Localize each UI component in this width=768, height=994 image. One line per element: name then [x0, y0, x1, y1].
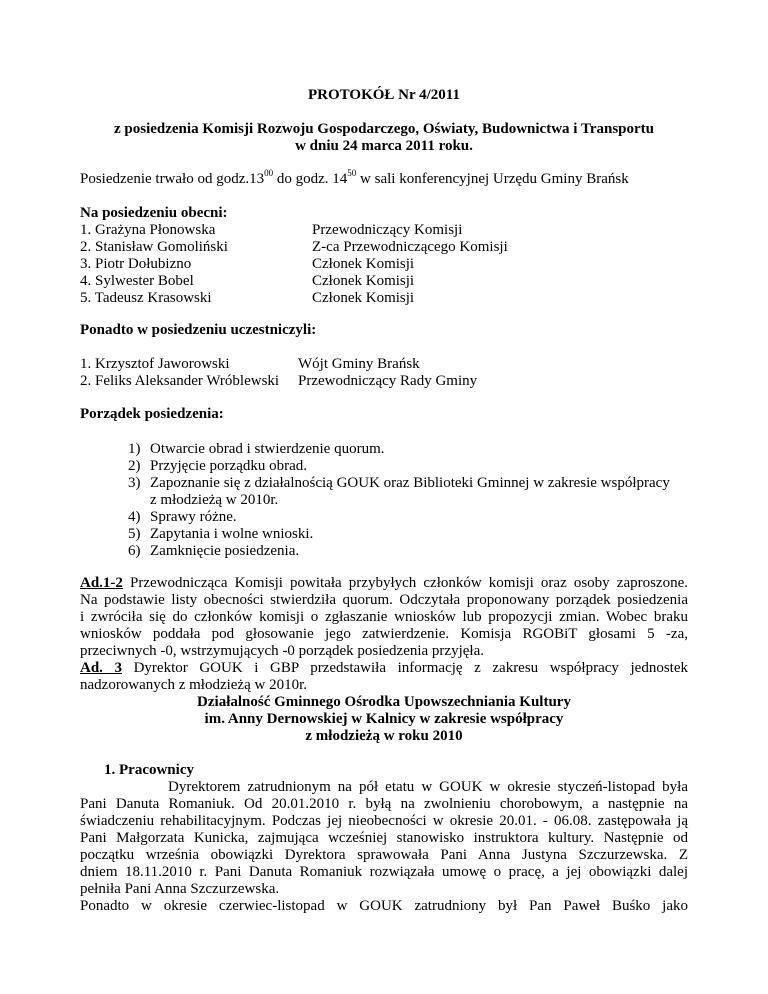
- member-row: [80, 239, 508, 256]
- member-role: Członek Komisji: [312, 273, 415, 289]
- agenda-text: Sprawy różne.: [150, 509, 237, 525]
- document-subtitle: z posiedzenia Komisji Rozwoju Gospodarczego, Oświaty, Budownictwa i Transportu: [113, 121, 655, 137]
- agenda-text: Zapoznanie się z działalnością GOUK oraz Biblioteki Gminnej w zakresie współpracy: [150, 475, 670, 491]
- member-name: 3. Piotr Dołubizno: [80, 256, 192, 272]
- member-name: 1. Grażyna Płonowska: [80, 222, 216, 238]
- staff-paragraph-line: Dyrektorem zatrudnionym na pół etatu w GOUK w okresie styczeń-listopad była: [168, 779, 688, 795]
- agenda-number: 5): [128, 526, 141, 542]
- agenda-number: 6): [128, 543, 141, 559]
- member-row: [80, 290, 415, 307]
- agenda-number: 2): [128, 458, 141, 474]
- section-heading: z młodzieżą w roku 2010: [305, 728, 463, 744]
- agenda-number: 1): [128, 441, 141, 457]
- agenda-text: z młodzieżą w 2010r.: [150, 492, 279, 508]
- member-role: Członek Komisji: [312, 290, 415, 306]
- member-role: Przewodniczący Komisji: [312, 222, 463, 238]
- document-date: w dniu 24 marca 2011 roku.: [295, 138, 473, 154]
- agenda-heading: Porządek posiedzenia:: [80, 406, 224, 422]
- agenda-item: [128, 492, 278, 509]
- guest-name: 2. Feliks Aleksander Wróblewski: [80, 373, 280, 389]
- guest-name: 1. Krzysztof Jaworowski: [80, 356, 230, 372]
- staff-paragraph-line: Pani Danuta Romaniuk. Od 20.01.2010 r. byłą na zwolnieniu chorobowym, a następnie na: [80, 796, 688, 812]
- ad12-paragraph-line: Na podstawie listy obecności stwierdziła quorum. Odczytała proponowany porządek posiedzenia: [80, 592, 688, 608]
- agenda-text: Otwarcie obrad i stwierdzenie quorum.: [150, 441, 385, 457]
- ad3-paragraph-line: [80, 660, 688, 677]
- start-minutes: 00: [264, 168, 274, 178]
- agenda-item: [128, 526, 313, 543]
- ad3-text: Dyrektor GOUK i GBP przedstawiła informację z zakresu współpracy jednostek: [122, 660, 688, 676]
- member-row: [80, 222, 463, 239]
- guest-role: Wójt Gminy Brańsk: [298, 356, 420, 372]
- document-title: PROTOKÓŁ Nr 4/2011: [308, 87, 460, 103]
- agenda-item: [128, 458, 307, 475]
- member-row: [80, 256, 415, 273]
- ad12-paragraph-line: wniosków poddała pod głosowanie jego zatwierdzenie. Komisja RGOBiT głosami 5 -za,: [80, 626, 688, 642]
- member-name: 5. Tadeusz Krasowski: [80, 290, 212, 306]
- section-heading: Działalność Gminnego Ośrodka Upowszechniania Kultury: [197, 694, 571, 710]
- present-heading: Na posiedzeniu obecni:: [80, 205, 228, 221]
- agenda-text: Zapytania i wolne wnioski.: [150, 526, 314, 542]
- section-heading: im. Anny Dernowskiej w Kalnicy w zakresie współpracy: [204, 711, 564, 727]
- end-minutes: 50: [347, 168, 357, 178]
- duration-suffix: w sali konferencyjnej Urzędu Gminy Brańsk: [356, 171, 629, 187]
- agenda-item: [128, 475, 670, 492]
- member-name: 2. Stanisław Gomoliński: [80, 239, 228, 255]
- ad12-label: Ad.1-2: [80, 575, 123, 591]
- agenda-text: Zamknięcie posiedzenia.: [150, 543, 300, 559]
- member-role: Członek Komisji: [312, 256, 415, 272]
- staff-paragraph-line: Pani Małgorzata Kunicka, zajmująca wcześniej stanowisko instruktora kultury. Następnie od: [80, 830, 688, 846]
- member-row: [80, 273, 415, 290]
- member-role: Z-ca Przewodniczącego Komisji: [312, 239, 508, 255]
- staff-paragraph-line: świadczeniu rehabilitacyjnym. Podczas jej nieobecności w okresie 20.01. - 06.08. zastępowała ją: [80, 813, 688, 829]
- staff-paragraph-line: dniem 18.11.2010 r. Pani Danuta Romaniuk rozwiązała umowę o pracę, a jej obowiązki dalej: [80, 864, 688, 880]
- duration-prefix: Posiedzenie trwało od godz.13: [80, 171, 265, 187]
- meeting-duration: [80, 168, 629, 188]
- guest-row: [80, 356, 420, 373]
- agenda-item: [128, 509, 237, 526]
- ad3-paragraph-line: nadzorowanych z młodzieżą w 2010r.: [80, 677, 307, 693]
- staff-paragraph-line: Ponadto w okresie czerwiec-listopad w GOUK zatrudniony był Pan Paweł Buśko jako: [80, 898, 688, 914]
- ad12-paragraph-line: [80, 575, 688, 592]
- guest-row: [80, 373, 478, 390]
- guest-role: Przewodniczący Rady Gminy: [298, 373, 478, 389]
- guests-heading: Ponadto w posiedzeniu uczestniczyli:: [80, 322, 317, 338]
- member-name: 4. Sylwester Bobel: [80, 273, 194, 289]
- staff-heading: 1. Pracownicy: [104, 762, 194, 778]
- ad12-paragraph-line: przeciwnych -0, wstrzymujących -0 porządek posiedzenia przyjęła.: [80, 643, 484, 659]
- agenda-item: [128, 543, 299, 560]
- duration-mid: do godz. 14: [273, 171, 348, 187]
- staff-paragraph-line: początku września obowiązki Dyrektora sprawowała Pani Anna Justyna Szczurzewska. Z: [80, 847, 688, 863]
- ad12-text: Przewodnicząca Komisji powitała przybyłych członków komisji oraz osoby zaproszone.: [122, 575, 688, 591]
- agenda-number: 4): [128, 509, 141, 525]
- ad12-paragraph-line: i zwróciła się do członków komisji o zgłaszanie wniosków lub propozycji zmian. Wobec braku: [80, 609, 688, 625]
- staff-paragraph-line: pełniła Pani Anna Szczurzewska.: [80, 881, 280, 897]
- agenda-item: [128, 441, 385, 458]
- ad3-label: Ad. 3: [80, 660, 123, 676]
- agenda-number: 3): [128, 475, 141, 491]
- agenda-text: Przyjęcie porządku obrad.: [150, 458, 308, 474]
